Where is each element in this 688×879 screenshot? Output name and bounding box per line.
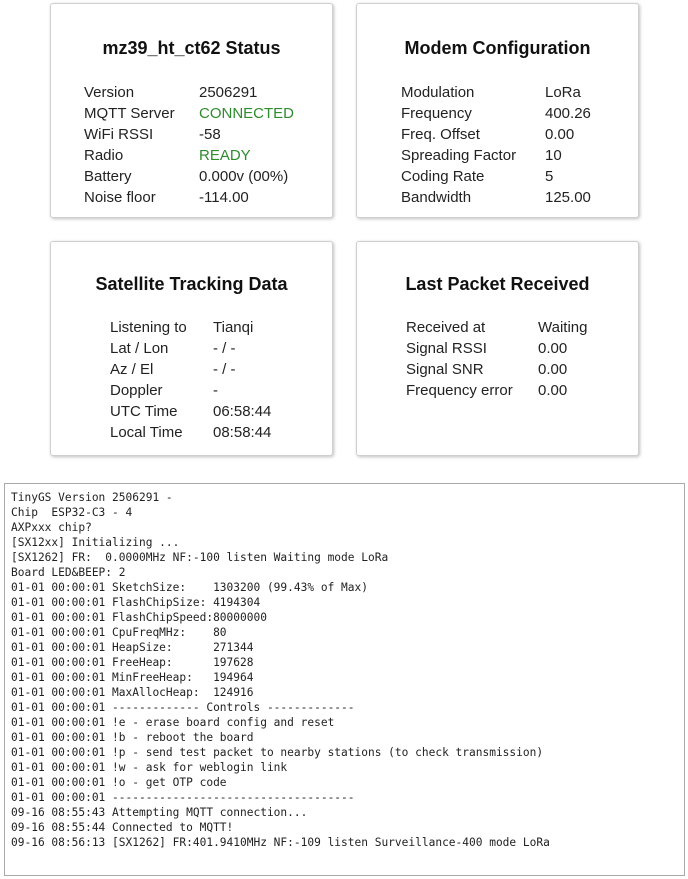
log-line: 01-01 00:00:01 !b - reboot the board: [11, 731, 254, 744]
sat-label: Lat / Lon: [110, 340, 169, 357]
packet-label: Received at: [406, 319, 486, 336]
mqtt-status-value: CONNECTED: [199, 105, 295, 122]
radio-status-value: READY: [199, 147, 251, 164]
log-line: 01-01 00:00:01 FlashChipSize: 4194304: [11, 596, 261, 609]
modem-value: 10: [545, 147, 562, 164]
modem-label: Spreading Factor: [401, 147, 517, 164]
status-label: Battery: [84, 168, 132, 185]
log-line: 01-01 00:00:01 !w - ask for weblogin link: [11, 761, 288, 774]
packet-row-freqerr: [406, 380, 587, 401]
packet-value: 0.00: [538, 361, 568, 378]
status-label: Noise floor: [84, 189, 156, 206]
log-line: 09-16 08:55:43 Attempting MQTT connection...: [11, 806, 308, 819]
status-row-wifi: [84, 124, 294, 145]
modem-label: Bandwidth: [401, 189, 472, 206]
status-row-version: [84, 82, 294, 103]
sat-row-latlon: [110, 338, 271, 359]
log-line: 01-01 00:00:01 FlashChipSpeed:80000000: [11, 611, 267, 624]
packet-row-received: [406, 317, 587, 338]
status-label: Version: [84, 84, 135, 101]
status-value: -114.00: [199, 189, 249, 206]
modem-row-frequency: [401, 103, 591, 124]
status-value: 0.000v (00%): [199, 168, 289, 185]
packet-value: 0.00: [538, 382, 568, 399]
packet-value: 0.00: [538, 340, 568, 357]
log-line: Chip ESP32-C3 - 4: [11, 506, 133, 519]
sat-label: Local Time: [110, 424, 183, 441]
log-line: 01-01 00:00:01 CpuFreqMHz: 80: [11, 626, 227, 639]
packet-card-title: Last Packet Received: [405, 274, 590, 294]
sat-row-listening: [110, 317, 271, 338]
modem-value: 0.00: [545, 126, 575, 143]
packet-label: Signal RSSI: [406, 340, 487, 357]
status-row-battery: [84, 166, 294, 187]
modem-value: 5: [545, 168, 554, 185]
status-value: 2506291: [199, 84, 258, 101]
modem-value: 400.26: [545, 105, 591, 122]
modem-label: Coding Rate: [401, 168, 485, 185]
sat-value: 06:58:44: [213, 403, 272, 420]
sat-value: - / -: [213, 361, 236, 378]
modem-row-modulation: [401, 82, 591, 103]
modem-value: LoRa: [545, 84, 581, 101]
modem-label: Modulation: [401, 84, 475, 101]
modem-label: Frequency: [401, 105, 472, 122]
packet-row-rssi: [406, 338, 587, 359]
status-card-title: mz39_ht_ct62 Status: [102, 38, 281, 58]
sat-value: 08:58:44: [213, 424, 272, 441]
modem-row-sf: [401, 145, 591, 166]
log-line: 01-01 00:00:01 !o - get OTP code: [11, 776, 227, 789]
log-line: TinyGS Version 2506291 -: [11, 491, 173, 504]
packet-row-snr: [406, 359, 587, 380]
modem-row-bw: [401, 187, 591, 208]
packet-label: Frequency error: [406, 382, 513, 399]
status-row-radio: [84, 145, 294, 166]
sat-row-azel: [110, 359, 271, 380]
packet-label: Signal SNR: [406, 361, 484, 378]
log-line: 01-01 00:00:01 MinFreeHeap: 194964: [11, 671, 254, 684]
log-line: 01-01 00:00:01 ------------------------------------: [11, 791, 355, 804]
log-line: AXPxxx chip?: [11, 521, 92, 534]
log-line: 01-01 00:00:01 !p - send test packet to nearby stations (to check transmission): [11, 746, 544, 759]
sat-value: Tianqi: [213, 319, 254, 336]
sat-label: UTC Time: [110, 403, 178, 420]
satellite-card-title: Satellite Tracking Data: [95, 274, 288, 294]
log-line: 01-01 00:00:01 HeapSize: 271344: [11, 641, 254, 654]
status-label: WiFi RSSI: [84, 126, 154, 143]
packet-table: [406, 317, 587, 401]
modem-card-title: Modem Configuration: [404, 38, 591, 58]
sat-row-utc: [110, 401, 271, 422]
sat-label: Listening to: [110, 319, 187, 336]
log-line: 01-01 00:00:01 !e - erase board config and reset: [11, 716, 335, 729]
status-label: MQTT Server: [84, 105, 175, 122]
modem-table: [401, 82, 591, 208]
status-value: -58: [199, 126, 221, 143]
modem-row-offset: [401, 124, 591, 145]
packet-card: [356, 241, 639, 456]
modem-card: [356, 3, 639, 218]
log-line: [SX1262] FR: 0.0000MHz NF:-100 listen Waiting mode LoRa: [11, 551, 389, 564]
log-line: 01-01 00:00:01 MaxAllocHeap: 124916: [11, 686, 254, 699]
log-line: 01-01 00:00:01 FreeHeap: 197628: [11, 656, 254, 669]
modem-row-cr: [401, 166, 591, 187]
status-row-mqtt: [84, 103, 294, 124]
log-line: [SX12xx] Initializing ...: [11, 536, 180, 549]
console-log[interactable]: [4, 483, 685, 876]
packet-value: Waiting: [538, 319, 588, 336]
status-card: [50, 3, 333, 218]
status-table: [84, 82, 294, 208]
sat-row-doppler: [110, 380, 271, 401]
modem-label: Freq. Offset: [401, 126, 480, 143]
sat-label: Az / El: [110, 361, 154, 378]
log-line: 01-01 00:00:01 ------------- Controls -------------: [11, 701, 355, 714]
sat-label: Doppler: [110, 382, 163, 399]
sat-row-local: [110, 422, 271, 443]
satellite-table: [110, 317, 271, 443]
sat-value: -: [213, 382, 218, 399]
status-row-noise: [84, 187, 294, 208]
log-line: 09-16 08:55:44 Connected to MQTT!: [11, 821, 234, 834]
log-line: 01-01 00:00:01 SketchSize: 1303200 (99.43% of Max): [11, 581, 368, 594]
log-line: Board LED&BEEP: 2: [11, 566, 126, 579]
modem-value: 125.00: [545, 189, 591, 206]
status-label: Radio: [84, 147, 124, 164]
sat-value: - / -: [213, 340, 236, 357]
log-line: 09-16 08:56:13 [SX1262] FR:401.9410MHz NF:-109 listen Surveillance-400 mode LoRa: [11, 836, 550, 849]
satellite-card: [50, 241, 333, 456]
